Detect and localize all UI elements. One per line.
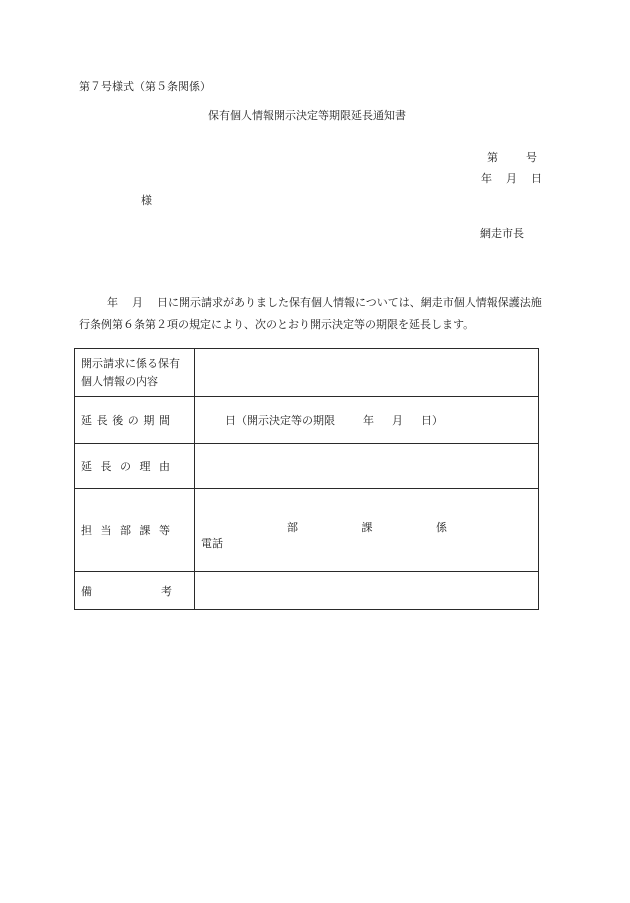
label-char: 等 [159,524,170,537]
label-char: の [127,414,139,427]
value-remarks [195,572,539,610]
table-row-period [75,397,539,444]
date-month-label: 月 [506,172,517,185]
number-label-suffix: 号 [526,151,537,164]
document-title: 保有個人情報開示決定等期限延長通知書 [208,109,406,122]
issue-date-line [481,172,542,185]
label-char: 理 [139,460,151,473]
body-main-text: 日に開示請求がありました保有個人情報については、網走市個人情報保護法施行条例第６条第２項の規定により、次のとおり開示決定等の期限を延長します。 [79,296,542,331]
label-char: 課 [139,524,151,537]
number-label-prefix: 第 [487,151,498,164]
label-char: 長 [96,414,108,427]
table-row-reason [75,444,539,489]
label-info-content [75,349,195,397]
body-month: 月 [132,296,143,309]
date-day-label: 日 [531,172,542,185]
table-row-remarks [75,572,539,610]
label-char: 長 [100,460,112,473]
label-extension-reason [75,444,195,489]
section-label: 課 [361,521,373,534]
label-char: 延 [81,414,92,427]
period-month: 月 [392,414,403,427]
dept-label: 部 [287,521,298,534]
phone-label: 電話 [201,537,223,550]
details-table [74,348,539,610]
table-row-department [75,489,539,572]
department-units [287,519,447,535]
period-day: 日（開示決定等の期限 [225,414,335,427]
label-department [75,489,195,572]
period-year: 年 [363,414,374,427]
label-char: 担 [81,524,92,537]
unit-label: 係 [436,521,447,534]
label-info-content-line2: 個人情報の内容 [81,374,158,388]
label-char: 当 [100,524,112,537]
label-char: の [120,460,131,473]
form-number: 第７号様式（第５条関係） [79,80,211,93]
label-char: 間 [158,414,170,427]
label-info-content-line1: 開示請求に係る保有 [81,356,180,370]
sender-name: 網走市長 [480,227,524,240]
label-char: 延 [81,460,92,473]
document-number-line [487,151,537,164]
period-end: 日） [421,414,443,427]
label-char: 由 [159,460,170,473]
date-year-label: 年 [481,172,492,185]
label-extended-period [75,397,195,444]
body-paragraph [79,292,544,336]
body-year: 年 [107,296,118,309]
label-char: 部 [120,524,131,537]
label-char: 備 [81,584,92,598]
value-extension-reason [195,444,539,489]
value-department [195,489,539,572]
label-remarks [75,572,195,610]
value-extended-period [195,397,539,444]
value-info-content [195,349,539,397]
table-row-content [75,349,539,397]
label-char: 後 [112,414,124,427]
addressee-suffix: 様 [141,194,152,207]
label-char: 期 [143,414,155,427]
label-char: 考 [161,584,172,598]
